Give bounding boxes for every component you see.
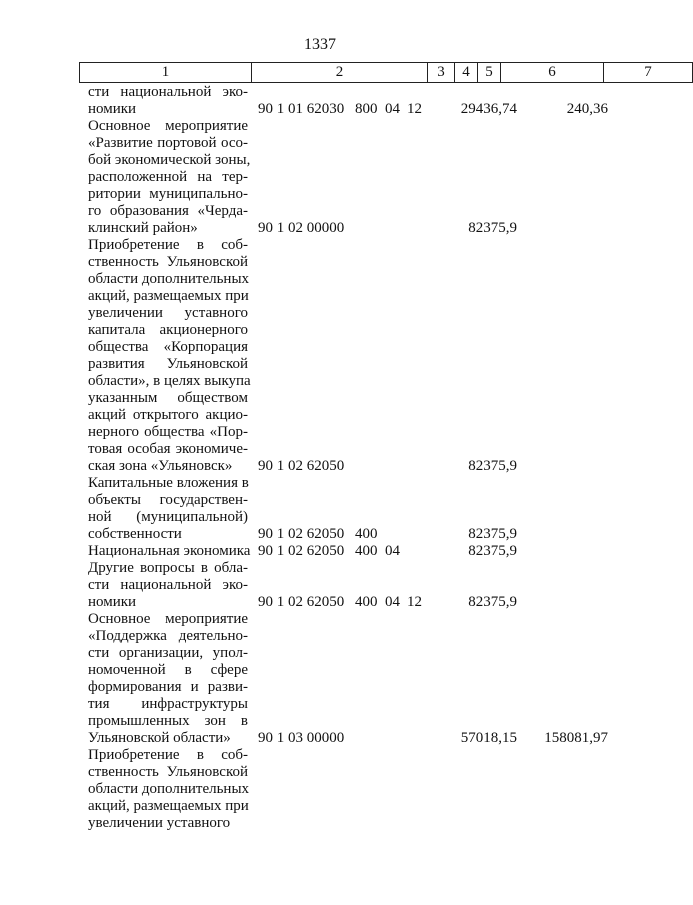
description-line: клинский район» [88,220,198,236]
table-body [0,84,640,832]
description-line: указанным обществом [88,390,248,406]
row-code: 90 1 03 00000 [258,730,345,746]
header-col-1: 1 [79,62,252,83]
row-description [88,543,251,560]
row-section: 04 [385,594,400,610]
description-line: формирования и разви- [88,679,248,695]
row-code: 90 1 02 62050 [258,458,345,474]
description-line: номики [88,594,137,610]
description-line: промышленных зон в [88,713,248,729]
row-value-col-6: 82375,9 [468,594,517,610]
table-row [0,475,640,543]
description-line: ская зона «Ульяновск» [88,458,233,474]
row-description [88,84,248,118]
row-value-col-6: 82375,9 [468,458,517,474]
description-line: «Поддержка деятельно- [88,628,248,644]
row-expense-type: 400 [355,543,378,559]
description-line: бой экономической зоны, [88,152,251,168]
description-line: Приобретение в соб- [88,237,248,253]
description-line: нерного общества «Пор- [88,424,248,440]
row-subsection: 12 [407,101,422,117]
row-section: 04 [385,543,400,559]
table-row [0,118,640,237]
header-col-5: 5 [477,62,501,83]
description-line: Основное мероприятие [88,118,248,134]
row-expense-type: 400 [355,594,378,610]
page-number: 1337 [304,36,336,53]
description-line: увеличении уставного [88,305,248,321]
description-line: «Развитие портовой осо- [88,135,248,151]
row-code: 90 1 02 62050 [258,526,345,542]
header-col-3: 3 [427,62,455,83]
row-subsection: 12 [407,594,422,610]
description-line: Национальная экономика [88,543,251,559]
description-line: сти национальной эко- [88,577,248,593]
description-line: области дополнительных [88,781,250,797]
row-expense-type: 800 [355,101,378,117]
description-line: го образования «Черда- [88,203,248,219]
header-col-4: 4 [454,62,478,83]
description-line: Приобретение в соб- [88,747,248,763]
row-description [88,118,251,237]
header-col-2: 2 [251,62,428,83]
description-line: развития Ульяновской [88,356,248,372]
description-line: акций открытого акцио- [88,407,248,423]
description-line: Другие вопросы в обла- [88,560,248,576]
row-description [88,747,248,832]
row-code: 90 1 02 00000 [258,220,345,236]
header-col-7: 7 [603,62,693,83]
description-line: капитала акционерного [88,322,248,338]
description-line: увеличении уставного [88,815,231,831]
table-header [79,62,652,83]
table-row [0,747,640,832]
table-row [0,560,640,611]
description-line: расположенной на тер- [88,169,248,185]
description-line: Капитальные вложения в [88,475,249,491]
description-line: ной (муниципальной) [88,509,248,525]
table-row [0,237,640,475]
table-row [0,611,640,747]
row-code: 90 1 02 62050 [258,543,345,559]
row-value-col-6: 82375,9 [468,526,517,542]
header-col-6: 6 [500,62,604,83]
description-line: области», в целях выкупа [88,373,251,389]
description-line: сти национальной эко- [88,84,248,100]
row-value-col-6: 82375,9 [468,220,517,236]
table-row [0,543,640,560]
row-description [88,560,248,611]
description-line: сти организации, упол- [88,645,248,661]
row-value-col-7: 158081,97 [544,730,608,746]
row-description [88,237,251,475]
table-row [0,84,640,118]
description-line: тия инфраструктуры [88,696,248,712]
description-line: номики [88,101,137,117]
row-value-col-6: 29436,74 [460,101,517,117]
row-section: 04 [385,101,400,117]
description-line: собственности [88,526,182,542]
description-line: номоченной в сфере [88,662,248,678]
row-description [88,475,248,543]
description-line: ственность Ульяновской [88,254,248,270]
description-line: Основное мероприятие [88,611,248,627]
description-line: объекты государствен- [88,492,248,508]
row-value-col-7: 240,36 [566,101,608,117]
description-line: ритории муниципально- [88,186,248,202]
description-line: акций, размещаемых при [88,288,249,304]
row-code: 90 1 02 62050 [258,594,345,610]
row-code: 90 1 01 62030 [258,101,345,117]
description-line: Ульяновской области» [88,730,231,746]
row-expense-type: 400 [355,526,378,542]
description-line: акций, размещаемых при [88,798,249,814]
row-description [88,611,248,747]
row-value-col-6: 57018,15 [460,730,517,746]
description-line: ственность Ульяновской [88,764,248,780]
row-value-col-6: 82375,9 [468,543,517,559]
description-line: товая особая экономиче- [88,441,248,457]
description-line: области дополнительных [88,271,250,287]
description-line: общества «Корпорация [88,339,248,355]
